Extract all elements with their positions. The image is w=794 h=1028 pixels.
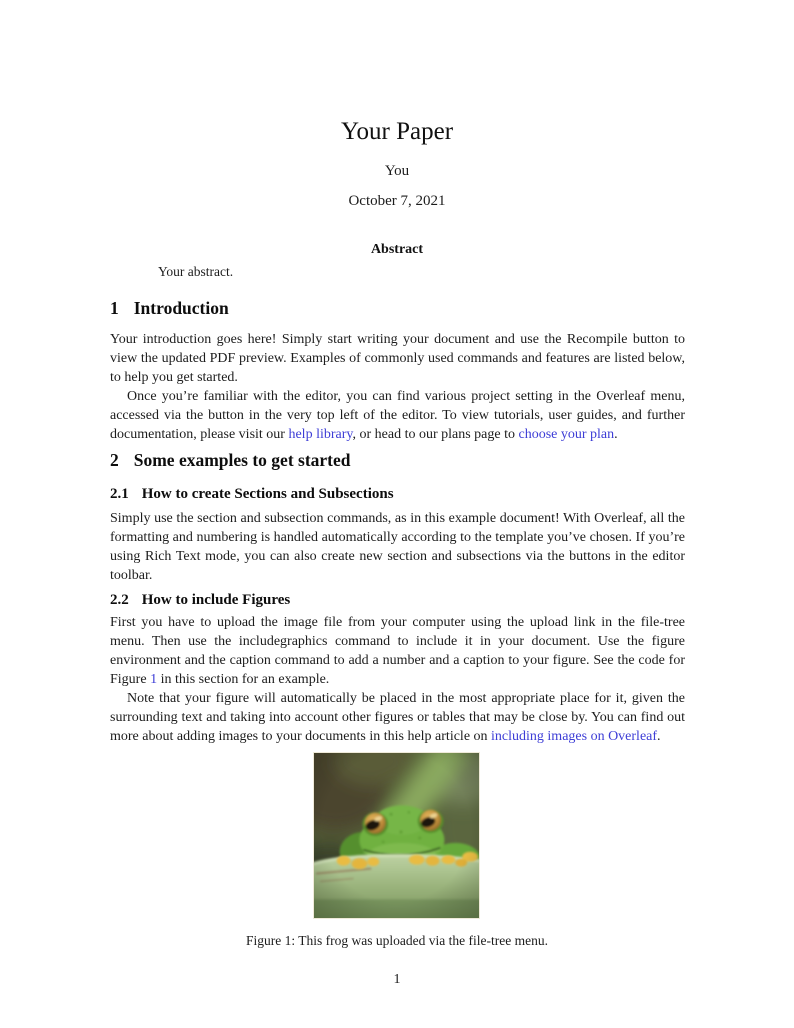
subsection-2-1-heading [110, 485, 685, 504]
figures-paragraph-2-text: . [657, 729, 661, 744]
figure-1 [313, 752, 480, 919]
abstract-heading: Abstract [370, 242, 424, 257]
intro-paragraph-1: Your introduction goes here! Simply start writing your document and use the Recompile button to view the updated PDF preview. Examples of commonly used commands and features are listed below, to help you get started. [110, 332, 685, 385]
section-1-number: 1 [110, 298, 119, 318]
paper-date: October 7, 2021 [348, 193, 446, 209]
including-images-link[interactable]: including images on Overleaf [491, 729, 658, 744]
paper-author: You [384, 163, 410, 179]
subsection-2-2-title: How to include Figures [141, 592, 291, 608]
figures-paragraph-2-text: Note that your figure will automatically be placed in the most appropriate place for it, given the surrounding text and taking into account other figures or tables that may be close by. You can find out more about adding images to your documents in this help article on [110, 691, 685, 744]
intro-paragraph-2-text: . [614, 427, 618, 442]
subsection-2-2-body [110, 613, 685, 746]
paragraph [110, 387, 685, 444]
figure-1-caption: Figure 1: This frog was uploaded via the file-tree menu. [246, 933, 548, 948]
frog-photo [313, 752, 480, 919]
section-1-title: Introduction [133, 298, 229, 318]
section-2-number: 2 [110, 450, 119, 470]
sections-paragraph: Simply use the section and subsection commands, as in this example document! With Overleaf, all the formatting and numbering is handled automatically according to the template you’ve chosen. If you’re using Rich Text mode, you can also create new section and subsections via the buttons in the editor toolbar. [110, 511, 685, 583]
subsection-2-2-heading [110, 591, 685, 610]
paragraph [110, 330, 685, 387]
paragraph [110, 613, 685, 689]
subsection-2-2-number: 2.2 [110, 592, 129, 608]
paper-title: Your Paper [340, 118, 454, 145]
paragraph [110, 689, 685, 746]
choose-your-plan-link[interactable]: choose your plan [518, 427, 615, 442]
figures-paragraph-1-text: First you have to upload the image file from your computer using the upload link in the file-tree menu. Then use the includegraphics command to include it in your document. Use the figure environment and the caption command to add a number and a caption to your figure. See the code for Figure [110, 615, 685, 687]
abstract-text: Your abstract. [158, 264, 234, 279]
figures-paragraph-1-text: in this section for an example. [157, 672, 330, 687]
subsection-2-1-number: 2.1 [110, 486, 129, 502]
page-number: 1 [393, 972, 401, 987]
section-1-body [110, 330, 685, 444]
subsection-2-1-body [110, 509, 685, 585]
section-2-title: Some examples to get started [133, 450, 351, 470]
help-library-link[interactable]: help library [288, 427, 353, 442]
paragraph [110, 509, 685, 585]
figure-1-reference-link[interactable]: 1 [150, 672, 158, 687]
subsection-2-1-title: How to create Sections and Subsections [141, 486, 394, 502]
intro-paragraph-2-text: , or head to our plans page to [352, 427, 519, 442]
intro-paragraph-2-text: Once you’re familiar with the editor, you can find various project setting in the Overleaf menu, accessed via the button in the very top left of the editor. To view tutorials, user guides, and further documentation, please visit our [110, 389, 685, 442]
section-1-heading [110, 297, 685, 319]
section-2-heading [110, 449, 685, 471]
